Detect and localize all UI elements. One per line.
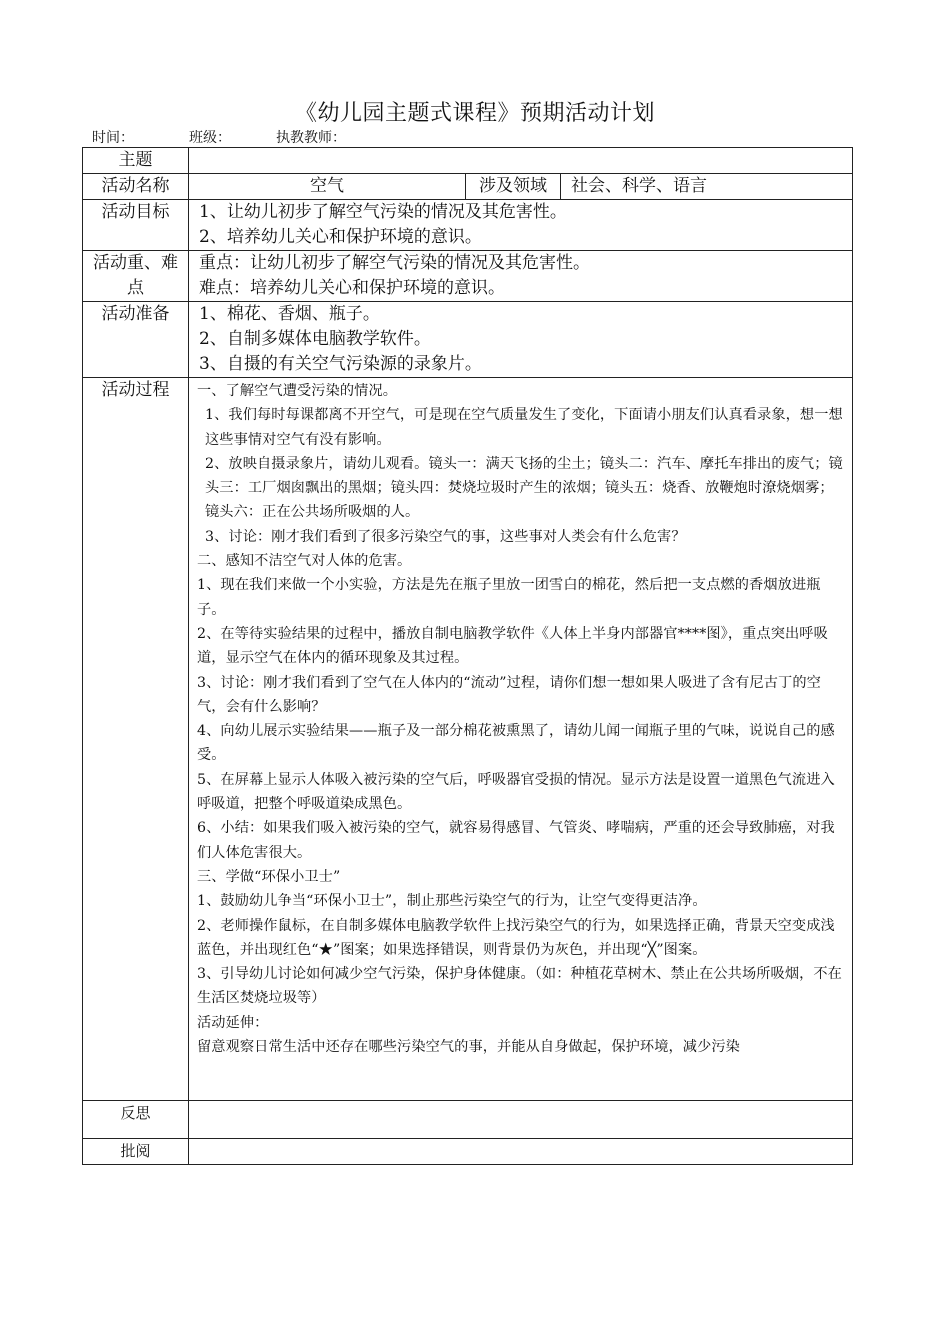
- process-value: [189, 378, 853, 1101]
- process-paragraph: 2、在等待实验结果的过程中，播放自制电脑教学软件《人体上半身内部器官****图》，重点突出呼吸道，显示空气在体内的循环现象及其过程。: [197, 625, 828, 667]
- process-paragraph: 4、向幼儿展示实验结果——瓶子及一部分棉花被熏黑了，请幼儿闻一闻瓶子里的气味，说说自己的感受。: [197, 723, 835, 764]
- process-paragraph: 一、了解空气遭受污染的情况。: [197, 383, 398, 399]
- document-title: 《幼儿园主题式课程》预期活动计划: [294, 101, 655, 126]
- process-paragraph: 3、引导幼儿讨论如何减少空气污染，保护身体健康。（如：种植花草树木、禁止在公共场所吸烟，不在生活区焚烧垃圾等）: [197, 966, 842, 1007]
- goals-value: [189, 200, 853, 251]
- key-points-label: [83, 251, 189, 302]
- key-point-line: 重点：让幼儿初步了解空气污染的情况及其危害性。: [199, 253, 590, 273]
- key-points-label-line: 点: [127, 278, 144, 298]
- theme-value: [189, 148, 853, 174]
- goal-line: 2、培养幼儿关心和保护环境的意识。: [199, 227, 482, 247]
- review-label: 批阅: [83, 1139, 189, 1165]
- process-paragraph: 2、放映自摄录象片，请幼儿观看。镜头一：满天飞扬的尘土；镜头二：汽车、摩托车排出的废气；镜头三：工厂烟囱飘出的黑烟；镜头四：焚烧垃圾时产生的浓烟；镜头五：烧香、放鞭炮时潦烧烟雾；镜头六：正在公共场所吸烟的人。: [205, 455, 843, 521]
- theme-label: 主题: [83, 148, 189, 174]
- time-label: 时间：: [92, 130, 134, 146]
- goal-line: 1、让幼儿初步了解空气污染的情况及其危害性。: [199, 202, 567, 222]
- row-review: [83, 1139, 853, 1165]
- key-points-label-line: 活动重、难: [93, 253, 178, 273]
- plan-table: [82, 147, 853, 1165]
- preparation-line: 2、自制多媒体电脑教学软件。: [199, 329, 431, 349]
- goals-label: 活动目标: [83, 200, 189, 251]
- field-value: 社会、科学、语言: [561, 174, 853, 200]
- row-process: [83, 378, 853, 1101]
- process-paragraph: 留意观察日常生活中还存在哪些污染空气的事，并能从自身做起，保护环境，减少污染: [197, 1039, 740, 1056]
- process-paragraph: 1、鼓励幼儿争当“环保小卫士”，制止那些污染空气的行为，让空气变得更洁净。: [197, 893, 707, 910]
- reflection-value: [189, 1101, 853, 1139]
- field-label: 涉及领域: [466, 174, 561, 200]
- process-paragraph: 1、现在我们来做一个小实验，方法是先在瓶子里放一团雪白的棉花，然后把一支点燃的香烟放进瓶子。: [197, 577, 821, 618]
- meta-line: [92, 127, 346, 147]
- process-paragraph: 3、讨论：刚才我们看到了很多污染空气的事，这些事对人类会有什么危害？: [205, 528, 686, 545]
- process-paragraph: 二、感知不洁空气对人体的危害。: [197, 553, 412, 570]
- process-paragraph: 6、小结：如果我们吸入被污染的空气，就容易得感冒、气管炎、哮喘病，严重的还会导致肺癌，对我们人体危害很大。: [197, 820, 835, 861]
- process-paragraph: 3、讨论：刚才我们看到了空气在人体内的“流动”过程，请你们想一想如果人吸进了含有尼古丁的空气，会有什么影响？: [197, 674, 821, 715]
- review-value: [189, 1139, 853, 1165]
- row-goals: [83, 200, 853, 251]
- row-key-points: [83, 251, 853, 302]
- process-paragraph: 1、我们每时每课都离不开空气，可是现在空气质量发生了变化，下面请小朋友们认真看录象，想一想这些事情对空气有没有影响。: [205, 407, 843, 448]
- process-paragraph: 三、学做“环保小卫士”: [197, 868, 341, 885]
- preparation-line: 3、自摄的有关空气污染源的录象片。: [199, 354, 482, 374]
- row-theme: [83, 148, 853, 174]
- class-label: 班级：: [189, 130, 231, 146]
- key-point-line: 难点：培养幼儿关心和保护环境的意识。: [199, 278, 505, 298]
- activity-name-value: 空气: [189, 174, 466, 200]
- teacher-label: 执教教师：: [276, 130, 346, 146]
- process-paragraph: 2、老师操作鼠标，在自制多媒体电脑教学软件上找污染空气的行为，如果选择正确，背景天空变成浅蓝色，并出现红色“★”图案；如果选择错误，则背景仍为灰色，并出现“╳”图案。: [197, 917, 835, 958]
- row-preparation: [83, 302, 853, 378]
- key-points-value: [189, 251, 853, 302]
- preparation-line: 1、棉花、香烟、瓶子。: [199, 304, 380, 324]
- preparation-label: 活动准备: [83, 302, 189, 378]
- reflection-label: 反思: [83, 1101, 189, 1139]
- row-activity-name: [83, 174, 853, 200]
- process-paragraph: 活动延伸：: [197, 1014, 269, 1031]
- process-paragraph: 5、在屏幕上显示人体吸入被污染的空气后，呼吸器官受损的情况。显示方法是设置一道黑色气流进入呼吸道，把整个呼吸道染成黑色。: [197, 771, 835, 813]
- process-label: 活动过程: [83, 378, 189, 1101]
- preparation-value: [189, 302, 853, 378]
- row-reflection: [83, 1101, 853, 1139]
- activity-name-label: 活动名称: [83, 174, 189, 200]
